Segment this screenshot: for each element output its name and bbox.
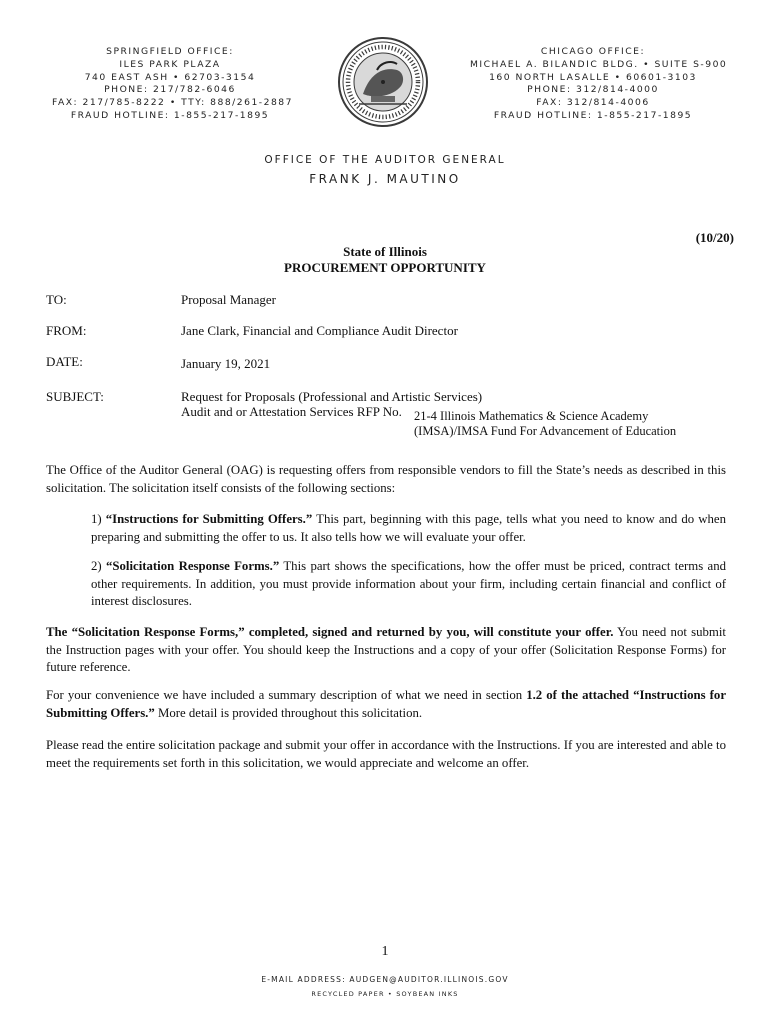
- memo-subject-line2: Audit and or Attestation Services RFP No.: [181, 404, 402, 419]
- response-forms-text: You need not submit the Instruction pages with your offer. You should keep the Instructions and a copy of your offer (Solicitation Response Forms) for future reference.: [46, 625, 726, 674]
- page-number: 1: [381, 944, 389, 959]
- springfield-fax: FAX: 217/785-8222 • TTY: 888/261-2887: [52, 97, 293, 109]
- memo-subject-label: SUBJECT:: [46, 389, 104, 404]
- summary-bold: 1.2 of the attached “Instructions for Submitting Offers.”: [46, 688, 726, 720]
- response-forms-paragraph: [46, 624, 726, 677]
- springfield-office-block: [52, 46, 293, 123]
- springfield-street: 740 EAST ASH • 62703-3154: [84, 71, 256, 83]
- memo-from-label: FROM:: [46, 323, 87, 338]
- item-title: “Solicitation Response Forms.”: [106, 559, 280, 573]
- response-forms-bold: The “Solicitation Response Forms,” completed, signed and returned by you, will constitute your offer.: [46, 625, 614, 639]
- memo-from-value: Jane Clark, Financial and Compliance Audit Director: [181, 323, 458, 338]
- auditor-name: FRANK J. MAUTINO: [309, 172, 461, 186]
- memo-date-value: January 19, 2021: [181, 356, 271, 371]
- memo-subject-rfp-line1: 21-4 Illinois Mathematics & Science Academy: [414, 409, 649, 423]
- springfield-fraud-hotline: FRAUD HOTLINE: 1-855-217-1895: [70, 109, 270, 121]
- summary-text-1: For your convenience we have included a summary description of what we need in section: [46, 688, 523, 702]
- read-paragraph: Please read the entire solicitation package and submit your offer in accordance with the Instructions. If you are interested and able to meet the requirements set forth in this solicitation, we would appreciate and welcome an offer.: [46, 738, 726, 770]
- memo-to-value: Proposal Manager: [181, 292, 276, 307]
- memo-subject-rfp-line2: (IMSA)/IMSA Fund For Advancement of Education: [414, 424, 677, 438]
- item-number: 1): [91, 512, 102, 526]
- item-title: “Instructions for Submitting Offers.”: [105, 512, 313, 526]
- chicago-fraud-hotline: FRAUD HOTLINE: 1-855-217-1895: [493, 109, 693, 121]
- heading-state: State of Illinois: [343, 244, 427, 259]
- section-item-instructions: [91, 511, 726, 546]
- chicago-fax: FAX: 312/814-4006: [536, 97, 650, 109]
- heading-procurement: PROCUREMENT OPPORTUNITY: [284, 260, 486, 275]
- footer-email: E-MAIL ADDRESS: AUDGEN@AUDITOR.ILLINOIS.GOV: [261, 975, 509, 984]
- item-text: This part, beginning with this page, tells what you need to know and do when preparing and submitting the offer to us. It also tells how we will evaluate your offer.: [91, 512, 727, 544]
- chicago-building: MICHAEL A. BILANDIC BLDG. • SUITE S-900: [470, 58, 728, 70]
- chicago-office-label: CHICAGO OFFICE:: [540, 46, 646, 57]
- springfield-building: ILES PARK PLAZA: [119, 58, 221, 70]
- footer-recycled: RECYCLED PAPER • SOYBEAN INKS: [311, 990, 459, 998]
- chicago-phone: PHONE: 312/814-4000: [527, 84, 659, 96]
- memo-subject-line1: Request for Proposals (Professional and Artistic Services): [181, 389, 483, 404]
- summary-text-2: More detail is provided throughout this solicitation.: [157, 705, 423, 720]
- chicago-office-block: [470, 46, 728, 123]
- item-number: 2): [91, 559, 102, 573]
- chicago-street: 160 NORTH LASALLE • 60601-3103: [489, 71, 697, 83]
- memo-date-label: DATE:: [46, 354, 83, 369]
- state-seal-icon: [337, 36, 429, 128]
- form-code: (10/20): [695, 230, 734, 245]
- memo-to-label: TO:: [46, 292, 67, 307]
- springfield-office-label: SPRINGFIELD OFFICE:: [106, 46, 234, 57]
- summary-paragraph: [46, 687, 726, 722]
- springfield-phone: PHONE: 217/782-6046: [104, 84, 236, 96]
- intro-paragraph: The Office of the Auditor General (OAG) is requesting offers from responsible vendors to fill the State’s needs as described in this solicitation. The solicitation itself consists of the following sections:: [46, 463, 726, 495]
- office-title: OFFICE OF THE AUDITOR GENERAL: [264, 154, 506, 166]
- item-text: This part shows the specifications, how the offer must be priced, contract terms and other requirements. In addition, you must provide information about your firm, including certain financial and conflict of interest disclosures.: [91, 559, 727, 608]
- section-item-response-forms: [91, 558, 726, 611]
